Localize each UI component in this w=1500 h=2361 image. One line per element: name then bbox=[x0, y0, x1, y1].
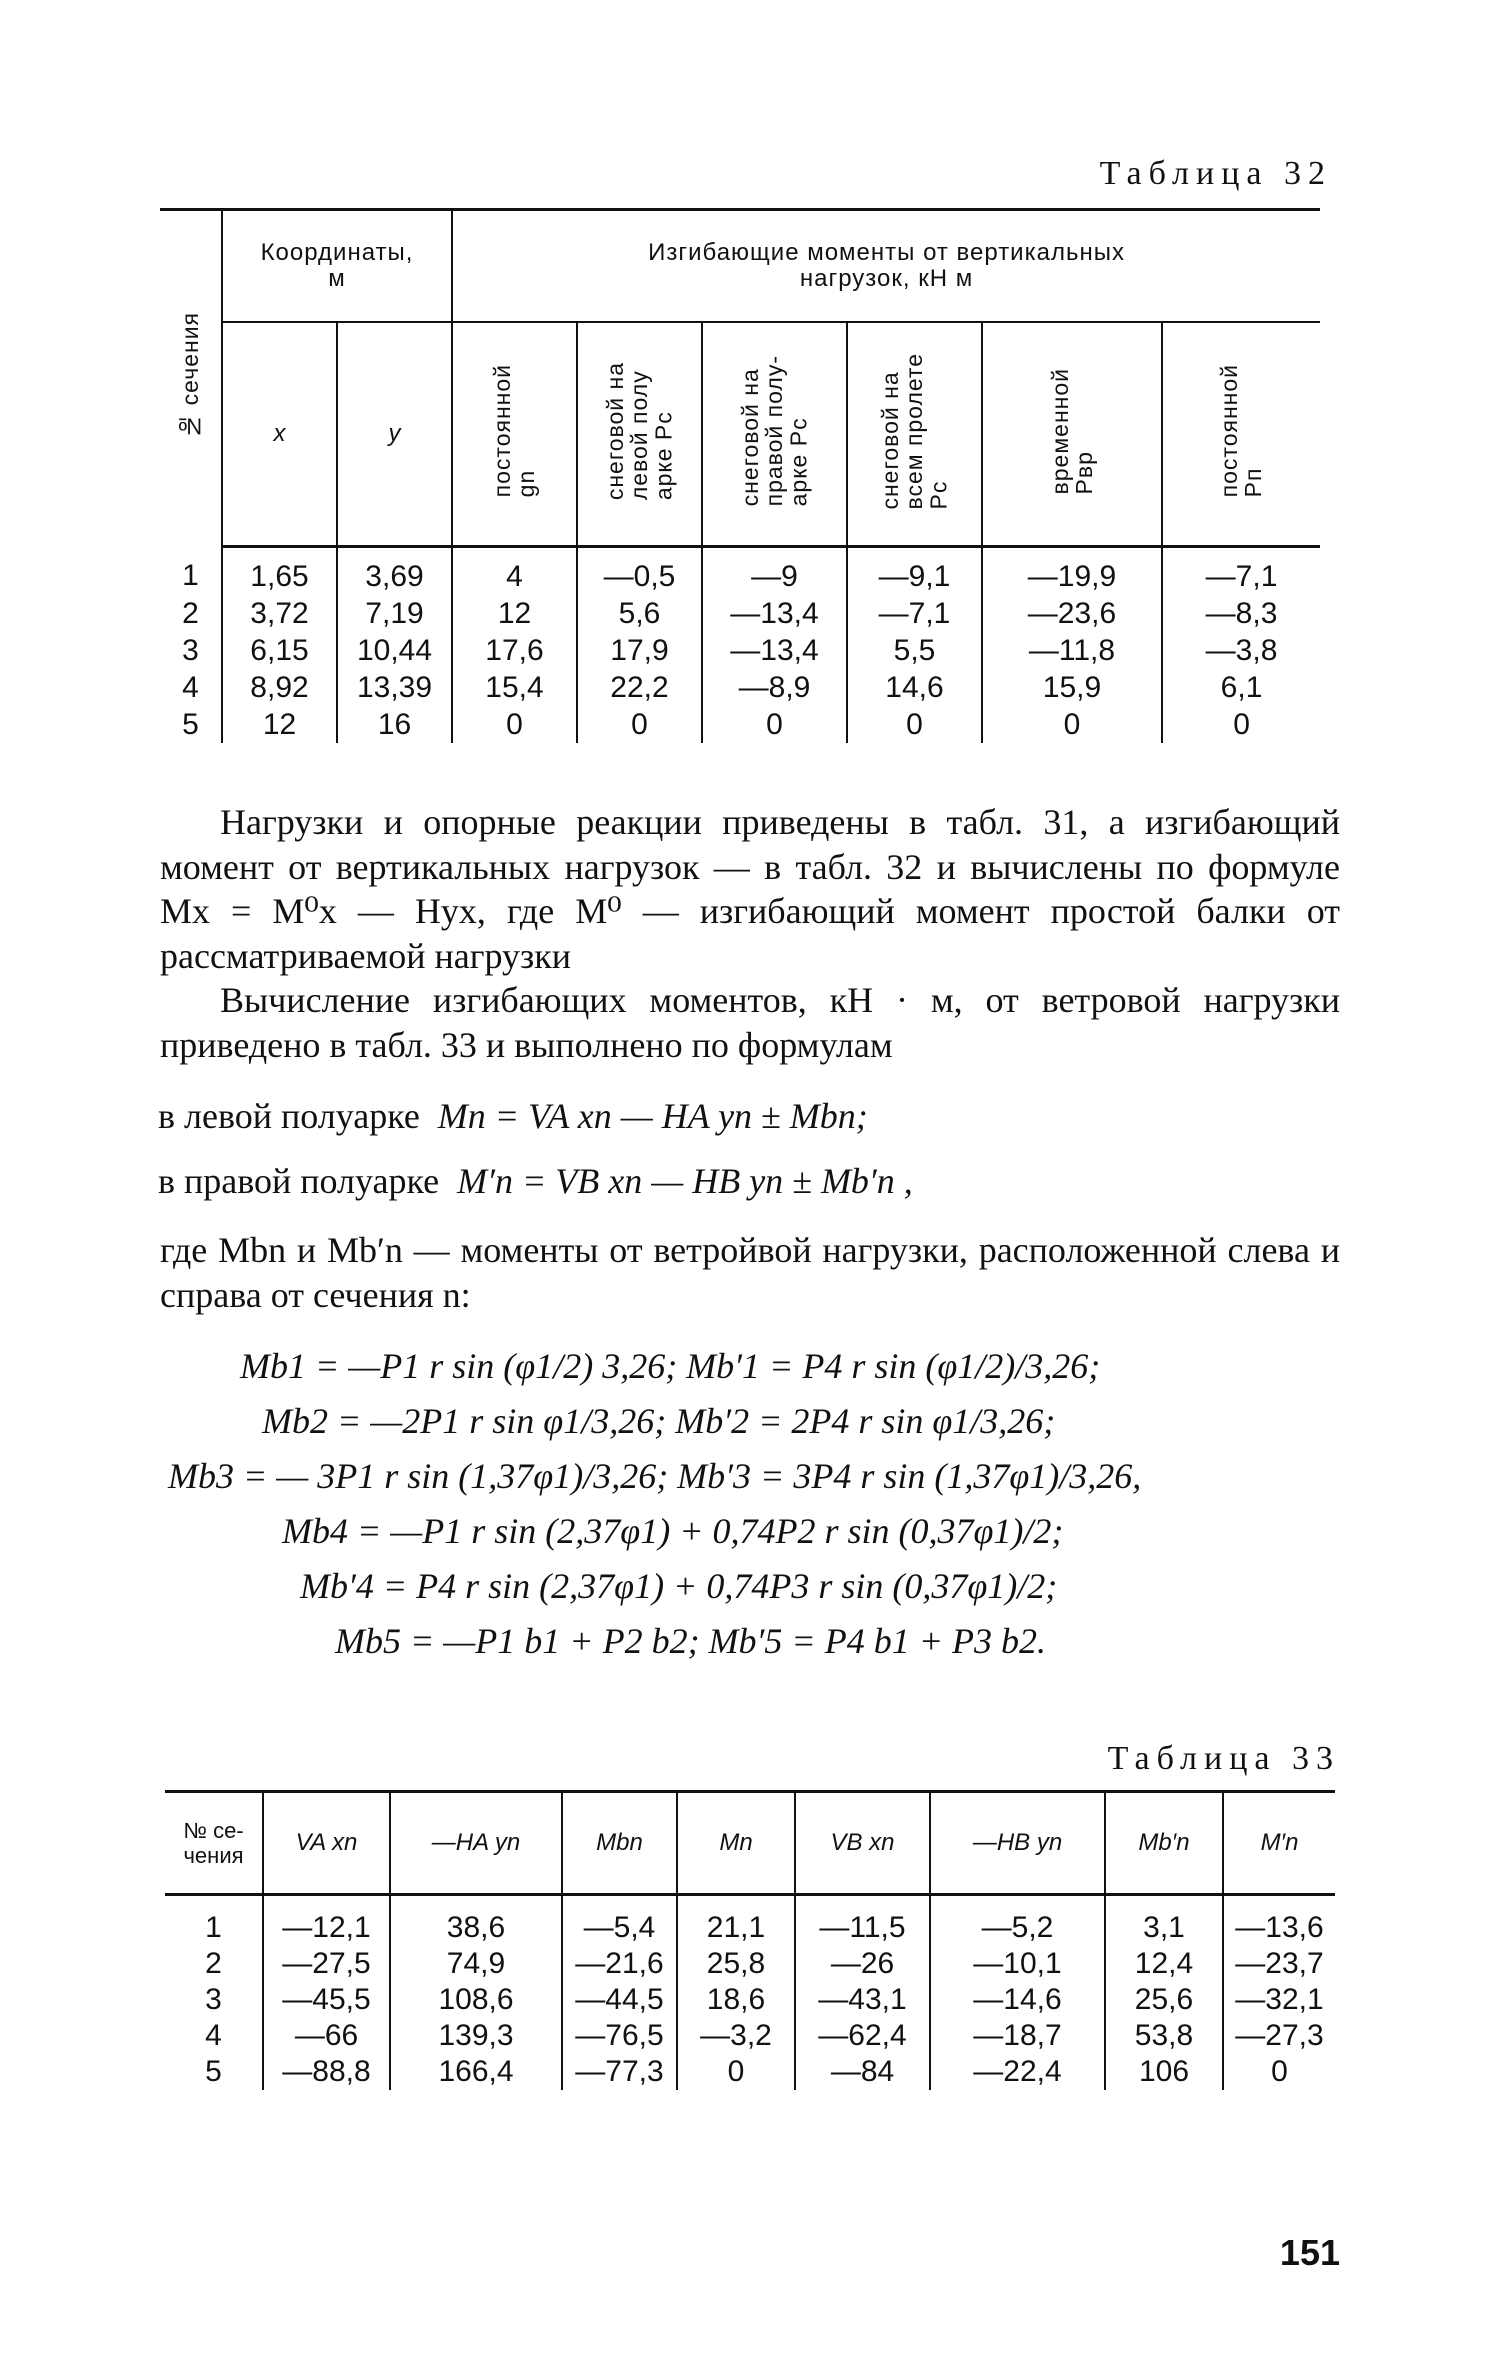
header-section: № сечения bbox=[160, 210, 222, 547]
table-cell: 3,69 bbox=[337, 547, 452, 596]
table-cell: 3,1 bbox=[1105, 1895, 1223, 1947]
table-cell: —23,6 bbox=[982, 595, 1162, 632]
table-cell: —26 bbox=[795, 1946, 930, 1982]
table-cell: 0 bbox=[452, 706, 577, 743]
table-cell: —21,6 bbox=[562, 1946, 677, 1982]
table-cell: 38,6 bbox=[390, 1895, 562, 1947]
table-row bbox=[165, 2054, 1335, 2090]
table-33 bbox=[165, 1790, 1335, 2090]
table-cell: —44,5 bbox=[562, 1982, 677, 2018]
table-cell: —13,4 bbox=[702, 595, 847, 632]
table-cell: —7,1 bbox=[1162, 547, 1320, 596]
header-coordinates: Координаты, м bbox=[222, 210, 452, 323]
table-header-cell: Mbn bbox=[562, 1792, 677, 1895]
table-cell: 12 bbox=[222, 706, 337, 743]
table-cell: 1 bbox=[205, 1911, 222, 1944]
paragraph-wind-moments: где Mbn и Mb′n — моменты от ветройвой нагрузки, расположенной слева и справа от сечения n: bbox=[160, 1230, 1340, 1315]
table-header-cell: Mb′n bbox=[1105, 1792, 1223, 1895]
table-cell: —76,5 bbox=[562, 2018, 677, 2054]
table-cell: —13,4 bbox=[702, 632, 847, 669]
table-cell: —19,9 bbox=[982, 547, 1162, 596]
table-cell: 22,2 bbox=[577, 669, 702, 706]
table-cell: —9 bbox=[702, 547, 847, 596]
table-cell: 4 bbox=[205, 2019, 222, 2052]
table-cell: 18,6 bbox=[677, 1982, 795, 2018]
header-moments: Изгибающие моменты от вертикальных нагрузок, кН м bbox=[452, 210, 1320, 323]
equation-3: Mb3 = — 3P1 r sin (1,37φ1)/3,26; Mb′3 = 3P4 r sin (1,37φ1)/3,26, bbox=[168, 1456, 1142, 1496]
table-cell: —3,8 bbox=[1162, 632, 1320, 669]
table-cell: 53,8 bbox=[1105, 2018, 1223, 2054]
table-cell: —8,9 bbox=[702, 669, 847, 706]
table-cell: 6,1 bbox=[1162, 669, 1320, 706]
table-cell: 8,92 bbox=[222, 669, 337, 706]
table-cell: —62,4 bbox=[795, 2018, 930, 2054]
table-header-cell: VA xn bbox=[263, 1792, 390, 1895]
table-row bbox=[165, 1982, 1335, 2018]
table-cell: 1,65 bbox=[222, 547, 337, 596]
header-permanent-gn: постоянной gn bbox=[452, 322, 577, 547]
table-cell: —11,8 bbox=[982, 632, 1162, 669]
table-cell: 4 bbox=[452, 547, 577, 596]
table-cell: 0 bbox=[1223, 2054, 1335, 2090]
equation-4: Mb4 = —P1 r sin (2,37φ1) + 0,74P2 r sin (0,37φ1)/2; bbox=[282, 1511, 1064, 1551]
table-cell: 0 bbox=[1162, 706, 1320, 743]
table-cell: —23,7 bbox=[1223, 1946, 1335, 1982]
table-cell: 3 bbox=[205, 1983, 222, 2016]
table-cell: —22,4 bbox=[930, 2054, 1105, 2090]
table-cell: 12,4 bbox=[1105, 1946, 1223, 1982]
equation-1: Mb1 = —P1 r sin (φ1/2) 3,26; Mb′1 = P4 r sin (φ1/2)/3,26; bbox=[240, 1346, 1101, 1386]
table-row bbox=[165, 1946, 1335, 1982]
table-cell: 108,6 bbox=[390, 1982, 562, 2018]
table-33-caption: Таблица 33 bbox=[1107, 1740, 1340, 1777]
header-snow-all: снеговой на всем пролете Pc bbox=[847, 322, 982, 547]
table-row bbox=[160, 547, 1320, 596]
table-cell: —7,1 bbox=[847, 595, 982, 632]
table-cell: —11,5 bbox=[795, 1895, 930, 1947]
table-cell: 1 bbox=[182, 559, 199, 593]
table-32-caption: Таблица 32 bbox=[1099, 155, 1332, 192]
table-cell: —77,3 bbox=[562, 2054, 677, 2090]
table-header-cell: № се- чения bbox=[165, 1792, 263, 1895]
table-cell: 15,9 bbox=[982, 669, 1162, 706]
table-cell: 0 bbox=[982, 706, 1162, 743]
table-header-cell: —HB yn bbox=[930, 1792, 1105, 1895]
table-cell: 139,3 bbox=[390, 2018, 562, 2054]
header-temporary: временной Pвр bbox=[982, 322, 1162, 547]
table-cell: 17,6 bbox=[452, 632, 577, 669]
table-cell: —5,2 bbox=[930, 1895, 1105, 1947]
table-cell: 3 bbox=[182, 634, 199, 667]
table-cell: 13,39 bbox=[337, 669, 452, 706]
table-cell: 17,9 bbox=[577, 632, 702, 669]
table-cell: —13,6 bbox=[1223, 1895, 1335, 1947]
table-cell: 166,4 bbox=[390, 2054, 562, 2090]
table-cell: 0 bbox=[577, 706, 702, 743]
header-permanent-pp: постоянной Pп bbox=[1162, 322, 1320, 547]
table-cell: 7,19 bbox=[337, 595, 452, 632]
paragraph-vertical-loads: Нагрузки и опорные реакции приведены в табл. 31, а изгибающий момент от вертикальных нагрузок — в табл. 32 и вычислены по формуле Mx = M⁰x — Hyx, где M⁰ — изгибающий момент простой балки от рассматриваемой нагрузки bbox=[160, 802, 1340, 976]
table-cell: —88,8 bbox=[263, 2054, 390, 2090]
table-cell: —66 bbox=[263, 2018, 390, 2054]
table-cell: 4 bbox=[182, 671, 199, 704]
table-cell: 5 bbox=[205, 2055, 222, 2088]
table-cell: —32,1 bbox=[1223, 1982, 1335, 2018]
table-cell: —84 bbox=[795, 2054, 930, 2090]
table-cell: 10,44 bbox=[337, 632, 452, 669]
table-cell: 5,5 bbox=[847, 632, 982, 669]
table-cell: 106 bbox=[1105, 2054, 1223, 2090]
table-cell: —5,4 bbox=[562, 1895, 677, 1947]
table-cell: —12,1 bbox=[263, 1895, 390, 1947]
table-cell: 15,4 bbox=[452, 669, 577, 706]
table-cell: 5,6 bbox=[577, 595, 702, 632]
table-cell: —27,5 bbox=[263, 1946, 390, 1982]
table-cell: —14,6 bbox=[930, 1982, 1105, 2018]
table-cell: 0 bbox=[702, 706, 847, 743]
table-row bbox=[160, 706, 1320, 743]
table-cell: 0 bbox=[847, 706, 982, 743]
table-row bbox=[165, 1895, 1335, 1947]
table-cell: 25,8 bbox=[677, 1946, 795, 1982]
table-cell: —18,7 bbox=[930, 2018, 1105, 2054]
table-cell: 25,6 bbox=[1105, 1982, 1223, 2018]
table-cell: 14,6 bbox=[847, 669, 982, 706]
table-32 bbox=[160, 208, 1320, 743]
table-cell: 3,72 bbox=[222, 595, 337, 632]
table-cell: —43,1 bbox=[795, 1982, 930, 2018]
equation-6: Mb5 = —P1 b1 + P2 b2; Mb′5 = P4 b1 + P3 b2. bbox=[335, 1621, 1046, 1661]
table-cell: —27,3 bbox=[1223, 2018, 1335, 2054]
table-cell: —9,1 bbox=[847, 547, 982, 596]
table-cell: —45,5 bbox=[263, 1982, 390, 2018]
header-snow-left: снеговой на левой полу арке Pc bbox=[577, 322, 702, 547]
table-cell: 5 bbox=[182, 708, 199, 741]
table-row bbox=[160, 669, 1320, 706]
table-cell: —10,1 bbox=[930, 1946, 1105, 1982]
table-cell: 2 bbox=[182, 597, 199, 630]
table-cell: 0 bbox=[677, 2054, 795, 2090]
equation-5: Mb′4 = P4 r sin (2,37φ1) + 0,74P3 r sin (0,37φ1)/2; bbox=[300, 1566, 1058, 1606]
table-header-cell: —HA yn bbox=[390, 1792, 562, 1895]
header-x: x bbox=[222, 322, 337, 547]
header-y: y bbox=[337, 322, 452, 547]
table-header-cell: Mn bbox=[677, 1792, 795, 1895]
table-row bbox=[165, 2018, 1335, 2054]
paragraph-wind-loads: Вычисление изгибающих моментов, кН · м, от ветровой нагрузки приведено в табл. 33 и выполнено по формулам bbox=[160, 980, 1340, 1065]
table-row bbox=[160, 595, 1320, 632]
formula-left-half-arch: в левой полуарке Mn = VA xn — HA yn ± Mbn; bbox=[158, 1096, 868, 1136]
table-cell: —8,3 bbox=[1162, 595, 1320, 632]
table-cell: 16 bbox=[337, 706, 452, 743]
table-cell: 12 bbox=[452, 595, 577, 632]
table-cell: —3,2 bbox=[677, 2018, 795, 2054]
table-header-cell: VB xn bbox=[795, 1792, 930, 1895]
table-row bbox=[160, 632, 1320, 669]
equation-2: Mb2 = —2P1 r sin φ1/3,26; Mb′2 = 2P4 r sin φ1/3,26; bbox=[262, 1401, 1056, 1441]
page-number: 151 bbox=[1279, 2232, 1340, 2273]
table-header-cell: M′n bbox=[1223, 1792, 1335, 1895]
table-cell: —0,5 bbox=[577, 547, 702, 596]
table-cell: 2 bbox=[205, 1947, 222, 1980]
table-cell: 6,15 bbox=[222, 632, 337, 669]
formula-right-half-arch: в правой полуарке M′n = VB xn — HB yn ± Mb′n , bbox=[158, 1161, 913, 1201]
header-snow-right: снеговой на правой полу- арке Pc bbox=[702, 322, 847, 547]
table-cell: 21,1 bbox=[677, 1895, 795, 1947]
table-cell: 74,9 bbox=[390, 1946, 562, 1982]
